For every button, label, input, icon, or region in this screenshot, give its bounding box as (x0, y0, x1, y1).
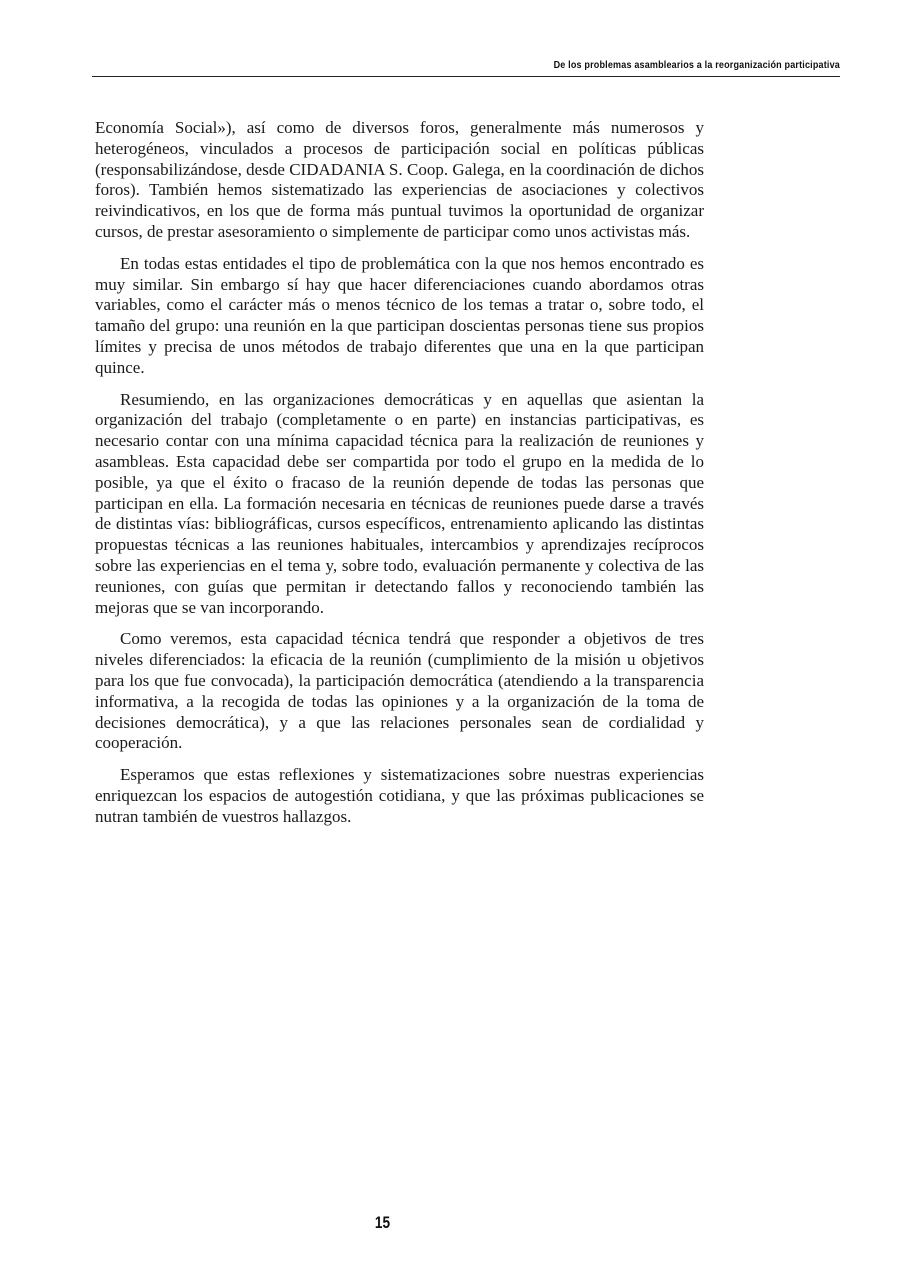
paragraph: Esperamos que estas reflexiones y sistematizaciones sobre nuestras experiencias enriquezcan los espacios de autogestión cotidiana, y que las próximas publicaciones se nutran también de vuestros hallazgos. (95, 765, 704, 826)
running-header-title: De los problemas asamblearios a la reorganización participativa (553, 59, 840, 71)
paragraph: Resumiendo, en las organizaciones democráticas y en aquellas que asientan la organización del trabajo (completamente o en parte) en instancias participativas, es necesario contar con una mínima capacidad técnica para la realización de reuniones y asambleas. Esta capacidad debe ser compartida por todo el grupo en la medida de lo posible, ya que el éxito o fracaso de la reunión depende de todas las personas que participan en ella. La formación necesaria en técnicas de reuniones puede darse a través de distintas vías: bibliográficas, cursos específicos, entrenamiento aplicando las distintas propuestas técnicas a las reuniones habituales, intercambios y aprendizajes recíprocos sobre las experiencias en el tema y, sobre todo, evaluación permanente y colectiva de las reuniones, con guías que permitan ir detectando fallos y reconociendo también las mejoras que se van incorporando. (95, 389, 704, 617)
page-number-label: 15 (374, 1213, 390, 1232)
paragraph-continuation: Economía Social»), así como de diversos foros, generalmente más numerosos y heterogéneos, vinculados a procesos de participación social en políticas públicas (responsabilizándose, desde CIDADANIA S. Coop. Galega, en la coordinación de dichos foros). También hemos sistematizado las experiencias de asociaciones y colectivos reivindicativos, en los que de forma más puntual tuvimos la oportunidad de organizar cursos, de prestar asesoramiento o simplemente de participar como unos activistas más. (95, 118, 704, 241)
page-number (360, 1213, 404, 1233)
body-text (95, 118, 704, 839)
running-header (92, 58, 840, 77)
paragraph: En todas estas entidades el tipo de problemática con la que nos hemos encontrado es muy similar. Sin embargo sí hay que hacer diferenciaciones cuando abordamos otras variables, como el carácter más o menos técnico de los temas a tratar o, sobre todo, el tamaño del grupo: una reunión en la que participan doscientas personas tiene sus propios límites y precisa de unos métodos de trabajo diferentes que una en la que participan quince. (95, 253, 704, 377)
paragraph: Como veremos, esta capacidad técnica tendrá que responder a objetivos de tres niveles diferenciados: la eficacia de la reunión (cumplimiento de la misión u objetivos para los que fue convocada), la participación democrática (atendiendo a la transparencia informativa, a la recogida de todas las opiniones y a la organización de la toma de decisiones democrática), y a que las relaciones personales sean de cordialidad y cooperación. (95, 629, 704, 753)
